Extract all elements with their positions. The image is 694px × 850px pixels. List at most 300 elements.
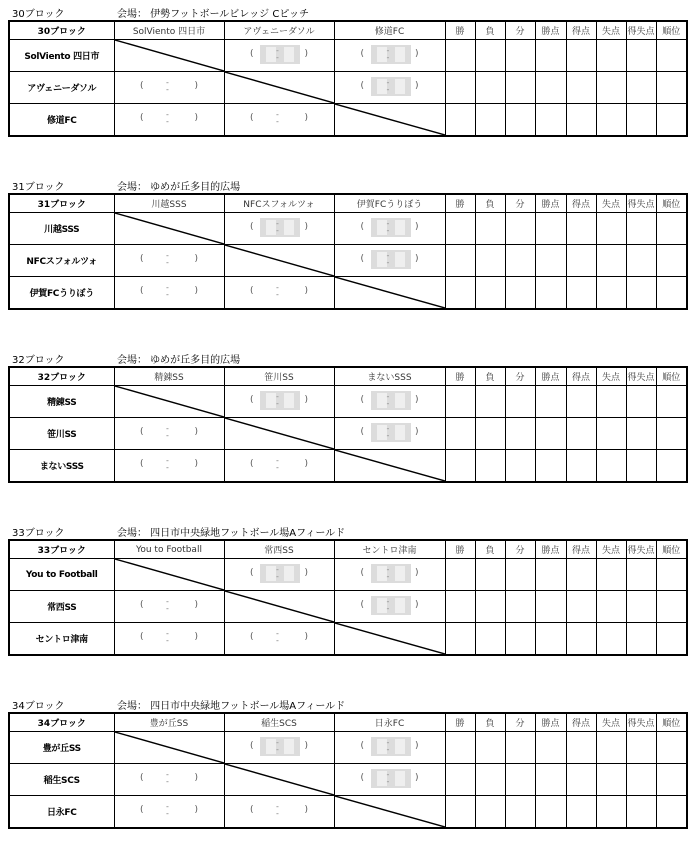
stat-cell[interactable] [656, 245, 687, 277]
stat-cell[interactable] [445, 213, 475, 245]
score-box-away [284, 566, 294, 581]
score-open-paren: ( [360, 773, 365, 783]
stat-cell[interactable] [505, 418, 535, 450]
block-header [0, 697, 694, 711]
score-entry[interactable] [250, 627, 308, 647]
stat-cell[interactable] [505, 213, 535, 245]
score-entry[interactable] [140, 454, 198, 474]
stat-column-header: 失点 [596, 21, 626, 40]
score-entry[interactable] [140, 627, 198, 647]
stat-cell[interactable] [475, 732, 505, 764]
stat-cell[interactable] [626, 623, 656, 656]
score-close-paren: ) [194, 81, 198, 91]
stat-cell[interactable] [656, 40, 687, 72]
score-entry[interactable] [361, 44, 419, 64]
stat-cell[interactable] [626, 213, 656, 245]
score-close-paren: ) [194, 459, 198, 469]
stat-column-header: 順位 [656, 194, 687, 213]
diagonal-line [225, 764, 334, 795]
self-match-cell [224, 245, 334, 277]
team-row [9, 418, 687, 450]
stat-cell[interactable] [566, 796, 596, 829]
score-entry[interactable] [140, 76, 198, 96]
score-separator: - - [166, 110, 169, 126]
score-entry[interactable] [140, 768, 198, 788]
stat-cell[interactable] [535, 732, 566, 764]
stat-cell[interactable] [475, 277, 505, 310]
stat-cell[interactable] [626, 559, 656, 591]
match-cell[interactable] [224, 796, 334, 829]
self-match-cell [334, 623, 445, 656]
score-separator: - - [166, 251, 169, 267]
stat-cell[interactable] [535, 245, 566, 277]
stat-cell[interactable] [596, 40, 626, 72]
stat-cell[interactable] [535, 796, 566, 829]
score-open-paren: ( [140, 427, 144, 437]
stat-cell[interactable] [566, 764, 596, 796]
match-cell[interactable] [114, 277, 224, 310]
stat-cell[interactable] [505, 591, 535, 623]
header-row [9, 367, 687, 386]
score-box-away [284, 739, 294, 754]
score-entry[interactable] [361, 736, 419, 756]
stat-cell[interactable] [475, 418, 505, 450]
match-cell[interactable] [224, 732, 334, 764]
score-open-paren: ( [360, 600, 365, 610]
stat-cell[interactable] [535, 386, 566, 418]
score-entry[interactable] [361, 563, 419, 583]
stat-column-header: 分 [505, 194, 535, 213]
score-entry[interactable] [250, 800, 308, 820]
score-separator: - - [276, 110, 279, 126]
score-entry[interactable] [361, 390, 419, 410]
self-match-cell [114, 40, 224, 72]
score-entry[interactable] [361, 422, 419, 442]
team-row-label: 伊賀FCうりぼう [9, 277, 114, 310]
match-cell[interactable] [334, 559, 445, 591]
score-box-home [377, 47, 387, 62]
stat-cell[interactable] [626, 386, 656, 418]
score-entry[interactable] [250, 281, 308, 301]
stat-cell[interactable] [596, 450, 626, 483]
stat-cell[interactable] [596, 213, 626, 245]
stat-column-header: 分 [505, 713, 535, 732]
stat-cell[interactable] [656, 732, 687, 764]
stat-cell[interactable] [626, 40, 656, 72]
match-cell[interactable] [334, 591, 445, 623]
stat-cell[interactable] [445, 245, 475, 277]
stat-cell[interactable] [505, 623, 535, 656]
score-open-paren: ( [140, 254, 144, 264]
score-entry[interactable] [250, 454, 308, 474]
stat-cell[interactable] [445, 591, 475, 623]
score-close-paren: ) [194, 600, 198, 610]
stat-cell[interactable] [535, 72, 566, 104]
stat-cell[interactable] [656, 450, 687, 483]
league-table [8, 20, 688, 137]
stat-column-header: 勝 [445, 194, 475, 213]
stat-cell[interactable] [566, 450, 596, 483]
stat-cell[interactable] [566, 591, 596, 623]
stat-cell[interactable] [656, 418, 687, 450]
block-header [0, 178, 694, 192]
block-corner-label: 31ブロック [9, 194, 114, 213]
stat-cell[interactable] [566, 623, 596, 656]
stat-cell[interactable] [535, 559, 566, 591]
stat-column-header: 失点 [596, 713, 626, 732]
match-cell[interactable] [224, 40, 334, 72]
match-cell[interactable] [334, 245, 445, 277]
stat-cell[interactable] [596, 418, 626, 450]
stat-cell[interactable] [505, 245, 535, 277]
score-shade [371, 77, 411, 96]
stat-cell[interactable] [505, 732, 535, 764]
score-entry[interactable] [140, 108, 198, 128]
score-separator: - - [386, 46, 390, 62]
stat-cell[interactable] [475, 796, 505, 829]
stat-cell[interactable] [535, 623, 566, 656]
score-entry[interactable] [361, 76, 419, 96]
score-open-paren: ( [250, 286, 254, 296]
score-box-away [395, 393, 405, 408]
self-match-cell [224, 72, 334, 104]
stat-cell[interactable] [656, 796, 687, 829]
stat-cell[interactable] [566, 72, 596, 104]
score-entry[interactable] [250, 217, 308, 237]
score-box-away [395, 252, 405, 267]
score-shade [371, 391, 411, 410]
stat-cell[interactable] [626, 245, 656, 277]
stat-cell[interactable] [505, 559, 535, 591]
score-open-paren: ( [360, 81, 365, 91]
stat-cell[interactable] [535, 764, 566, 796]
stat-cell[interactable] [566, 418, 596, 450]
team-row-label: セントロ津南 [9, 623, 114, 656]
stat-cell[interactable] [445, 386, 475, 418]
score-separator: - - [386, 597, 390, 613]
stat-cell[interactable] [475, 386, 505, 418]
score-separator: - - [276, 629, 279, 645]
score-box-away [395, 598, 405, 613]
team-column-header: 伊賀FCうりぼう [334, 194, 445, 213]
stat-cell[interactable] [596, 732, 626, 764]
self-match-cell [114, 386, 224, 418]
score-entry[interactable] [140, 800, 198, 820]
score-open-paren: ( [140, 81, 144, 91]
stat-column-header: 分 [505, 540, 535, 559]
stat-cell[interactable] [475, 450, 505, 483]
score-close-paren: ) [304, 459, 308, 469]
team-row-label: NFCスフォルツォ [9, 245, 114, 277]
diagonal-line [335, 277, 445, 308]
match-cell[interactable] [224, 277, 334, 310]
block-header [0, 5, 694, 19]
team-row-label: 精錬SS [9, 386, 114, 418]
stat-column-header: 負 [475, 540, 505, 559]
stat-cell[interactable] [656, 623, 687, 656]
stat-cell[interactable] [475, 591, 505, 623]
match-cell[interactable] [224, 559, 334, 591]
score-open-paren: ( [360, 222, 365, 232]
score-separator: - - [166, 424, 169, 440]
score-entry[interactable] [140, 281, 198, 301]
stat-cell[interactable] [535, 277, 566, 310]
block-header [0, 524, 694, 538]
venue-label: 会場： ゆめが丘多目的広場 [117, 355, 241, 366]
stat-cell[interactable] [535, 418, 566, 450]
stat-column-header: 得点 [566, 194, 596, 213]
team-row [9, 623, 687, 656]
stat-cell[interactable] [596, 277, 626, 310]
score-entry[interactable] [250, 390, 308, 410]
stat-cell[interactable] [475, 72, 505, 104]
stat-cell[interactable] [566, 40, 596, 72]
score-close-paren: ) [414, 395, 419, 405]
score-box-home [377, 771, 387, 786]
stat-cell[interactable] [566, 104, 596, 137]
self-match-cell [114, 559, 224, 591]
stat-cell[interactable] [475, 213, 505, 245]
score-shade [260, 737, 300, 756]
stat-cell[interactable] [445, 764, 475, 796]
stat-cell[interactable] [656, 559, 687, 591]
match-cell[interactable] [114, 72, 224, 104]
score-separator: - - [276, 565, 279, 581]
match-cell[interactable] [224, 623, 334, 656]
stat-cell[interactable] [535, 450, 566, 483]
score-box-home [377, 425, 387, 440]
score-entry[interactable] [140, 249, 198, 269]
stat-column-header: 得点 [566, 21, 596, 40]
score-open-paren: ( [250, 49, 254, 59]
score-shade [371, 423, 411, 442]
stat-column-header: 得点 [566, 713, 596, 732]
score-shade [371, 45, 411, 64]
score-open-paren: ( [250, 568, 254, 578]
stat-cell[interactable] [505, 764, 535, 796]
stat-cell[interactable] [505, 104, 535, 137]
stat-cell[interactable] [445, 450, 475, 483]
stat-cell[interactable] [475, 623, 505, 656]
score-close-paren: ) [414, 49, 419, 59]
stat-cell[interactable] [656, 213, 687, 245]
score-separator: - - [386, 770, 390, 786]
stat-cell[interactable] [445, 40, 475, 72]
stat-column-header: 勝点 [535, 21, 566, 40]
stat-cell[interactable] [535, 591, 566, 623]
score-separator: - - [166, 78, 169, 94]
score-entry[interactable] [361, 217, 419, 237]
block-title: 33ブロック [12, 528, 65, 539]
stat-cell[interactable] [445, 623, 475, 656]
self-match-cell [114, 732, 224, 764]
stat-cell[interactable] [596, 796, 626, 829]
stat-cell[interactable] [475, 764, 505, 796]
stat-cell[interactable] [445, 277, 475, 310]
stat-column-header: 順位 [656, 367, 687, 386]
stat-cell[interactable] [505, 386, 535, 418]
match-cell[interactable] [114, 104, 224, 137]
stat-cell[interactable] [626, 764, 656, 796]
stat-cell[interactable] [475, 40, 505, 72]
stat-cell[interactable] [626, 72, 656, 104]
match-cell[interactable] [224, 104, 334, 137]
stat-column-header: 勝点 [535, 194, 566, 213]
stat-cell[interactable] [596, 104, 626, 137]
team-row-label: 豊が丘SS [9, 732, 114, 764]
score-open-paren: ( [140, 805, 144, 815]
score-close-paren: ) [194, 427, 198, 437]
team-row [9, 559, 687, 591]
stat-cell[interactable] [535, 104, 566, 137]
venue-label: 会場： 四日市中央緑地フットボール場Aフィールド [117, 528, 346, 539]
stat-cell[interactable] [445, 104, 475, 137]
stat-cell[interactable] [566, 277, 596, 310]
score-shade [371, 769, 411, 788]
stat-cell[interactable] [656, 591, 687, 623]
score-entry[interactable] [361, 249, 419, 269]
score-entry[interactable] [361, 595, 419, 615]
stat-cell[interactable] [566, 245, 596, 277]
stat-cell[interactable] [445, 418, 475, 450]
score-box-home [266, 566, 276, 581]
score-box-home [266, 739, 276, 754]
stat-cell[interactable] [505, 450, 535, 483]
stat-cell[interactable] [445, 732, 475, 764]
stat-cell[interactable] [505, 40, 535, 72]
stat-cell[interactable] [626, 450, 656, 483]
diagonal-line [115, 559, 224, 590]
score-open-paren: ( [140, 286, 144, 296]
score-separator: - - [276, 46, 279, 62]
team-column-header: 日永FC [334, 713, 445, 732]
stat-cell[interactable] [566, 213, 596, 245]
score-box-home [377, 252, 387, 267]
stat-cell[interactable] [596, 623, 626, 656]
score-box-home [377, 566, 387, 581]
stat-cell[interactable] [626, 418, 656, 450]
team-column-header: 修道FC [334, 21, 445, 40]
score-entry[interactable] [140, 422, 198, 442]
score-entry[interactable] [250, 108, 308, 128]
stat-cell[interactable] [596, 245, 626, 277]
score-close-paren: ) [304, 286, 308, 296]
stat-cell[interactable] [445, 559, 475, 591]
score-entry[interactable] [140, 595, 198, 615]
match-cell[interactable] [334, 764, 445, 796]
diagonal-line [225, 245, 334, 276]
match-cell[interactable] [334, 72, 445, 104]
stat-cell[interactable] [656, 764, 687, 796]
score-box-away [395, 47, 405, 62]
stat-cell[interactable] [535, 213, 566, 245]
stat-cell[interactable] [445, 796, 475, 829]
score-open-paren: ( [360, 395, 365, 405]
score-entry[interactable] [361, 768, 419, 788]
score-open-paren: ( [250, 459, 254, 469]
stat-cell[interactable] [656, 277, 687, 310]
team-row-label: 日永FC [9, 796, 114, 829]
stat-cell[interactable] [596, 559, 626, 591]
stat-cell[interactable] [475, 559, 505, 591]
score-box-away [395, 220, 405, 235]
match-cell[interactable] [334, 213, 445, 245]
score-separator: - - [166, 597, 169, 613]
stat-cell[interactable] [505, 796, 535, 829]
match-cell[interactable] [114, 623, 224, 656]
match-cell[interactable] [334, 386, 445, 418]
stat-cell[interactable] [566, 559, 596, 591]
match-cell[interactable] [334, 732, 445, 764]
team-column-header: セントロ津南 [334, 540, 445, 559]
match-cell[interactable] [114, 796, 224, 829]
score-open-paren: ( [140, 459, 144, 469]
stat-cell[interactable] [475, 245, 505, 277]
stat-cell[interactable] [626, 732, 656, 764]
match-cell[interactable] [334, 418, 445, 450]
stat-column-header: 分 [505, 367, 535, 386]
stat-cell[interactable] [626, 277, 656, 310]
match-cell[interactable] [334, 40, 445, 72]
diagonal-slash [335, 796, 445, 827]
stat-column-header: 失点 [596, 194, 626, 213]
diagonal-line [115, 213, 224, 244]
stat-cell[interactable] [626, 104, 656, 137]
match-cell[interactable] [224, 213, 334, 245]
stat-cell[interactable] [596, 591, 626, 623]
stat-cell[interactable] [656, 386, 687, 418]
stat-cell[interactable] [505, 72, 535, 104]
block-title: 30ブロック [12, 9, 65, 20]
score-entry[interactable] [250, 563, 308, 583]
stat-cell[interactable] [445, 72, 475, 104]
stat-cell[interactable] [566, 732, 596, 764]
stat-cell[interactable] [535, 40, 566, 72]
score-separator: - - [276, 219, 279, 235]
stat-column-header: 得失点 [626, 367, 656, 386]
score-shade [371, 737, 411, 756]
match-cell[interactable] [224, 386, 334, 418]
stat-cell[interactable] [566, 386, 596, 418]
diagonal-slash [225, 764, 334, 795]
match-cell[interactable] [114, 245, 224, 277]
stat-cell[interactable] [596, 764, 626, 796]
stat-cell[interactable] [626, 796, 656, 829]
stat-cell[interactable] [626, 591, 656, 623]
score-entry[interactable] [250, 736, 308, 756]
score-box-home [377, 220, 387, 235]
stat-cell[interactable] [475, 104, 505, 137]
score-box-away [395, 566, 405, 581]
score-box-away [284, 47, 294, 62]
match-cell[interactable] [114, 418, 224, 450]
stat-cell[interactable] [596, 72, 626, 104]
stat-cell[interactable] [505, 277, 535, 310]
score-separator: - - [166, 770, 169, 786]
match-cell[interactable] [114, 450, 224, 483]
score-shade [371, 564, 411, 583]
match-cell[interactable] [224, 450, 334, 483]
match-cell[interactable] [114, 764, 224, 796]
stat-column-header: 得点 [566, 540, 596, 559]
match-cell[interactable] [114, 591, 224, 623]
diagonal-slash [335, 623, 445, 654]
score-entry[interactable] [250, 44, 308, 64]
stat-cell[interactable] [656, 72, 687, 104]
stat-cell[interactable] [596, 386, 626, 418]
stat-cell[interactable] [656, 104, 687, 137]
diagonal-slash [115, 40, 224, 71]
